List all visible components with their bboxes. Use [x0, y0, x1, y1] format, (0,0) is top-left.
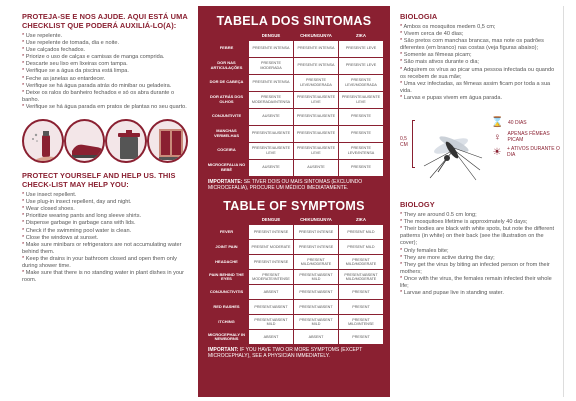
column-header: DENGUE	[261, 32, 281, 38]
row-label: DOR NAS ARTICULAÇÕES	[205, 57, 249, 74]
biology-item: * Uma vez infectadas, as fêmeas assim ficam por toda a sua vida.	[400, 81, 556, 95]
table-cell: PRESENTE LEVE/MODERADA	[294, 74, 339, 91]
table-cell: PRESENT MILD	[339, 240, 384, 255]
table-cell: PRESENTE	[339, 159, 384, 176]
table-cell: PRESENT INTENSE	[249, 225, 294, 240]
row-label: PAIN BEHIND THE EYES	[205, 270, 249, 285]
table-cell: PRESENTE INTENSA	[294, 57, 339, 74]
table-cell: ABSENT	[249, 285, 294, 300]
checklist-item: * Prioritize wearing pants and long sleeve shirts.	[22, 213, 188, 220]
row-label: COCEIRA	[205, 142, 249, 159]
biologia-list	[400, 24, 556, 102]
table-cell: PRESENT MILD/INTENSE	[339, 315, 384, 330]
size-bracket	[412, 120, 415, 168]
biology-item: * Ambos os mosquitos medem 0,5 cm;	[400, 24, 556, 31]
symptoms-column	[198, 6, 390, 397]
legend-lifespan-text: 40 DIAS	[508, 119, 527, 126]
brochure-page	[12, 6, 564, 397]
table-cell: PRESENTE	[339, 108, 384, 125]
biology-item: * They get the virus by biting an infected person or from their mothers;	[400, 262, 556, 276]
biology-item: * Their bodies are black with white spots, but note the different patterns (in white) on their back (see the illustration on the cover);	[400, 226, 556, 247]
legend-female	[492, 131, 564, 143]
pt-important-note	[204, 177, 384, 191]
table-row	[205, 57, 384, 74]
pt-checklist	[22, 33, 188, 111]
table-corner	[205, 216, 249, 225]
biologia-heading: BIOLOGIA	[400, 12, 438, 21]
row-label: MICROCEFALIA NO BEBÊ	[205, 159, 249, 176]
size-label: 0,5 CM	[400, 136, 408, 149]
table-cell: PRESENTE LEVE	[339, 57, 384, 74]
biology-item: * The mosquitoes lifetime is approximately 40 days;	[400, 219, 556, 226]
en-symptoms-table	[204, 216, 384, 346]
en-important-note	[204, 345, 384, 359]
table-cell: PRESENT/ABSENT	[249, 300, 294, 315]
legend-female-text: APENAS FÊMEAS PICAM	[507, 131, 550, 144]
table-cell: PRESENT/ABSENT MILD/MODERATE	[339, 270, 384, 285]
biology-item: * Larvas e pupas vivem em água parada.	[400, 95, 556, 102]
mosquito-legend	[492, 114, 564, 161]
legend-daytime	[492, 146, 564, 158]
en-note-label: IMPORTANT:	[208, 347, 239, 353]
table-row	[205, 315, 384, 330]
column-header: CHIKUNGUNYA	[300, 217, 332, 223]
table-cell: PRESENTE INTENSA	[249, 40, 294, 57]
table-cell: PRESENTE/AUSENTE	[249, 125, 294, 142]
table-cell: ABSENT	[294, 330, 339, 345]
legend-lifespan	[492, 117, 564, 128]
row-label: JOINT PAIN	[205, 240, 249, 255]
table-cell: PRESENTE INTENSA	[294, 40, 339, 57]
trash-can-illustration	[105, 119, 147, 163]
row-label: RED RASHES	[205, 300, 249, 315]
biology-item: * Once with the virus, the females remain infected their whole life;	[400, 276, 556, 290]
checklist-item: * Descarte seu lixo em lixeiras com tampa.	[22, 61, 188, 68]
row-label: DOR ATRÁS DOS OLHOS	[205, 91, 249, 108]
table-row	[205, 300, 384, 315]
checklist-item: * Close the windows at sunset.	[22, 235, 188, 242]
pt-checklist-heading: PROTEJA-SE E NOS AJUDE. AQUI ESTÁ UMA CHECKLIST QUE PODERÁ AUXILIÁ-LO(A):	[22, 12, 188, 30]
checklist-item: * Check if the swimming pool water is clean.	[22, 228, 188, 235]
row-label: HEADACHE	[205, 255, 249, 270]
biology-item: * São mais ativos durante o dia;	[400, 59, 556, 66]
row-label: FEBRE	[205, 40, 249, 57]
checklist-item: * Feche as janelas ao entardecer.	[22, 76, 188, 83]
closed-shoes-illustration	[64, 119, 106, 163]
table-cell: PRESENT MODERATE	[249, 240, 294, 255]
table-cell: PRESENT/ABSENT MILD	[294, 270, 339, 285]
checklist-item: * Use repelente de tomada, dia e noite.	[22, 40, 188, 47]
column-header: DENGUE	[261, 217, 281, 223]
table-cell: PRESENTE LEVE/MODERADA	[339, 74, 384, 91]
table-cell: PRESENT	[339, 285, 384, 300]
biology-item: * They are around 0.5 cm long;	[400, 212, 556, 219]
table-cell: PRESENT INTENSE	[294, 240, 339, 255]
column-header: ZIKA	[355, 32, 367, 38]
checklist-item: * Use insect repellent.	[22, 192, 188, 199]
row-label: MICROCEPHALY IN NEWBORNS	[205, 330, 249, 345]
table-row	[205, 125, 384, 142]
table-cell: PRESENTE MODERADA	[249, 57, 294, 74]
female-symbol-icon: ♀	[493, 131, 501, 143]
table-cell: PRESENT/ABSENT MILD	[294, 315, 339, 330]
table-cell: PRESENTE/AUSENTE	[294, 125, 339, 142]
table-cell: PRESENT/ABSENT MILD	[249, 315, 294, 330]
en-note-text: IF YOU HAVE TWO OR MORE SYMPTOMS (EXCEPT MICROCEPHALY), SEE A PHYSICIAN IMMEDIATELY.	[208, 347, 363, 359]
table-row	[205, 91, 384, 108]
table-row	[205, 225, 384, 240]
table-row	[205, 270, 384, 285]
checklist-item: * Dispense garbage in garbage cans with lids.	[22, 220, 188, 227]
table-row	[205, 255, 384, 270]
row-label: CONJUNCTIVITIS	[205, 285, 249, 300]
biology-heading: BIOLOGY	[400, 200, 435, 210]
checklist-item: * Use repelente.	[22, 33, 188, 40]
table-cell: PRESENT MODERATE/INTENSE	[249, 270, 294, 285]
table-cell: PRESENTE/AUSENTE LEVE	[249, 142, 294, 159]
table-cell: PRESENT MILD/MODERATE	[339, 255, 384, 270]
table-cell: PRESENTE MODERADA/INTENSA	[249, 91, 294, 108]
table-cell: PRESENT	[339, 300, 384, 315]
checklist-item: * Make sure minibars or refrigerators are not accumulating water behind them.	[22, 242, 188, 256]
table-cell: ABSENT	[249, 330, 294, 345]
checklist-item: * Use calçados fechados.	[22, 47, 188, 54]
table-cell: PRESENTE INTENSA	[249, 74, 294, 91]
checklist-item: * Verifique se há água parada em pratos de plantas no seu quarto.	[22, 104, 188, 111]
mosquito-icon	[416, 112, 486, 182]
window-illustration	[147, 119, 189, 163]
table-cell: PRESENTE/AUSENTE LEVE	[339, 91, 384, 108]
table-cell: PRESENTE LEVE	[339, 40, 384, 57]
table-cell: PRESENT MILD	[339, 225, 384, 240]
hourglass-icon: ⌛	[491, 117, 504, 129]
checklist-item: * Wear closed shoes.	[22, 206, 188, 213]
checklist-item: * Keep the drains in your bathroom closed and open them only during shower time.	[22, 256, 188, 270]
checklist-item: * Priorize o uso de calças e camisas de manga comprida.	[22, 54, 188, 61]
table-cell: PRESENTE LEVE/INTENSA	[339, 142, 384, 159]
biology-item: * They are more active during the day;	[400, 255, 556, 262]
checklist-item: * Use plug-in insect repellent, day and night.	[22, 199, 188, 206]
table-row	[205, 330, 384, 345]
pt-note-text: SE TIVER DOIS OU MAIS SINTOMAS (EXCLUINDO MICROCEFALIA), PROCURE UM MÉDICO IMEDIATAMENTE.	[208, 178, 363, 191]
biology-item: * São pretos com manchas brancas, mas note os padrões diferentes (em branco) nas costas (veja figuras abaixo);	[400, 38, 556, 52]
table-row	[205, 159, 384, 176]
table-cell: PRESENTE/AUSENTE	[294, 108, 339, 125]
checklist-item: * Verifique se a água da piscina está limpa.	[22, 68, 188, 75]
table-cell: PRESENTE	[339, 125, 384, 142]
table-cell: PRESENT MILD/MODERATE	[294, 255, 339, 270]
checklist-item: * Deixe os ralos do banheiro fechados e só os abra durante o banho.	[22, 90, 188, 104]
table-cell: PRESENT INTENSE	[294, 225, 339, 240]
table-cell: PRESENTE/AUSENTE LEVE	[294, 91, 339, 108]
table-cell: AUSENTE	[249, 108, 294, 125]
checklist-item: * Verifique se há água parada atrás do minibar ou geladeira.	[22, 83, 188, 90]
table-row	[205, 108, 384, 125]
table-cell: PRESENT	[339, 330, 384, 345]
checklist-column	[12, 6, 198, 397]
en-checklist-heading: PROTECT YOURSELF AND HELP US. THIS CHECK-LIST MAY HELP YOU:	[22, 171, 176, 190]
table-cell: PRESENTE/AUSENTE LEVE	[294, 142, 339, 159]
row-label: CONJUNTIVITE	[205, 108, 249, 125]
pt-table-title: TABELA DOS SINTOMAS	[216, 14, 372, 28]
table-cell: AUSENTE	[294, 159, 339, 176]
table-cell: PRESENT/ABSENT	[294, 285, 339, 300]
pt-symptoms-table	[204, 31, 384, 177]
biology-item: * Only females bite;	[400, 248, 556, 255]
table-cell: PRESENT INTENSE	[249, 255, 294, 270]
row-label: DOR DE CABEÇA	[205, 74, 249, 91]
table-cell: PRESENT/ABSENT	[294, 300, 339, 315]
row-label: ITCHING	[205, 315, 249, 330]
column-header: ZIKA	[355, 217, 367, 223]
biology-item: * Larvae and pupae live in standing water.	[400, 290, 556, 297]
biology-column	[390, 6, 564, 397]
table-row	[205, 74, 384, 91]
table-row	[205, 142, 384, 159]
table-row	[205, 240, 384, 255]
repellent-spray-illustration	[22, 119, 64, 163]
biology-list	[400, 212, 556, 297]
mosquito-figure	[400, 108, 560, 190]
illustration-row	[22, 119, 188, 163]
biology-item: * Somente as fêmeas picam;	[400, 52, 556, 59]
row-label: MANCHAS VERMELHAS	[205, 125, 249, 142]
pt-note-label: IMPORTANTE:	[208, 178, 243, 185]
column-header: CHIKUNGUNYA	[300, 32, 332, 38]
table-row	[205, 285, 384, 300]
en-table-title: TABLE OF SYMPTOMS	[223, 198, 365, 213]
table-corner	[205, 31, 249, 40]
row-label: FEVER	[205, 225, 249, 240]
checklist-item: * Make sure that there is no standing water in plant dishes in your room.	[22, 270, 188, 284]
table-row	[205, 40, 384, 57]
biology-item: * Adquirem os vírus ao picar uma pessoa infectada ou quando os recebem de sua mãe;	[400, 67, 556, 81]
table-cell: AUSENTE	[249, 159, 294, 176]
sun-icon: ☀	[492, 146, 502, 158]
en-checklist	[22, 192, 188, 284]
biology-item: * Vivem cerca de 40 dias;	[400, 31, 556, 38]
legend-daytime-text: + ATIVOS DURANTE O DIA	[507, 146, 560, 159]
